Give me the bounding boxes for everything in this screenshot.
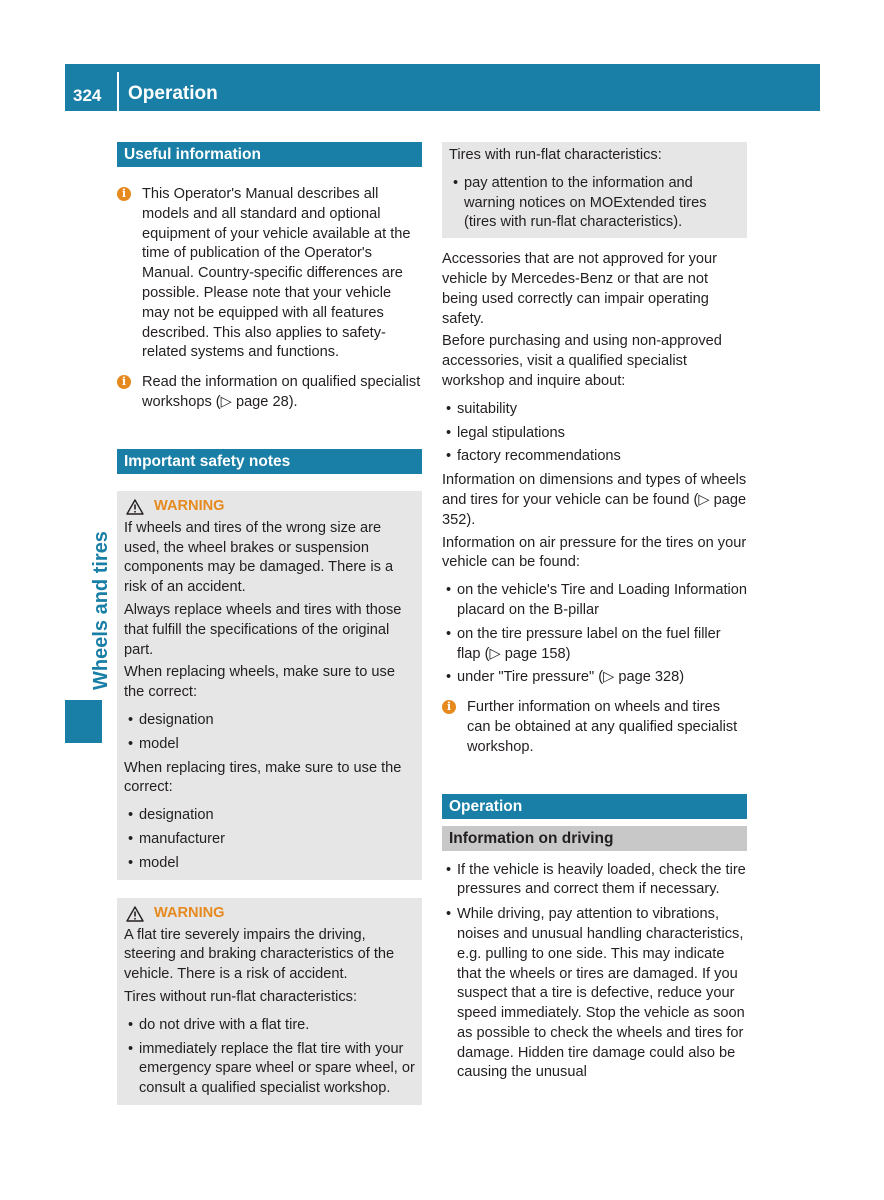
warning-triangle-icon (126, 906, 144, 922)
info-note-text: This Operator's Manual describes all models and all standard and optional equipment of your vehicle available at the time of publication of the Operator's Manual. Country-specific differences are possible. Please note that your vehicle may not be equipped with all features described. This also applies to safety-related systems and functions. (142, 186, 411, 361)
run-flat-box (442, 142, 747, 238)
warning-text: When replacing wheels, make sure to use the correct: (124, 664, 395, 701)
info-note-text: Further information on wheels and tires can be obtained at any qualified specialist workshop. (467, 699, 738, 755)
list-item: • manufacturer (124, 830, 415, 850)
info-note-text: Read the information on qualified specialist workshops (▷ page 28). (142, 374, 421, 410)
list-item: • model (124, 735, 415, 755)
list-item: • If the vehicle is heavily loaded, check the tire pressures and correct them if necessary. (442, 861, 747, 901)
side-tab-marker (65, 700, 102, 743)
warning-text: If wheels and tires of the wrong size are used, the wheel brakes or suspension components may be damaged. There is a risk of an accident. (124, 519, 394, 596)
list-item: • factory recommendations (442, 447, 747, 467)
header-divider (117, 72, 119, 111)
list-item: • suitability (442, 400, 747, 420)
section-heading-operation: Operation (442, 794, 747, 819)
list-item: • legal stipulations (442, 424, 747, 444)
subsection-heading-information-on-driving: Information on driving (442, 826, 747, 851)
info-note (117, 373, 422, 413)
side-tab-label: Wheels and tires (90, 531, 112, 690)
warning-box (117, 491, 422, 880)
warning-header (124, 902, 415, 926)
box-text: Tires with run-flat characteristics: (449, 147, 662, 163)
warning-text: When replacing tires, make sure to use the correct: (124, 759, 402, 796)
body-paragraph: Accessories that are not approved for your vehicle by Mercedes-Benz or that are not being used correctly can impair operating safety. (442, 251, 717, 327)
list-item: • While driving, pay attention to vibrations, noises and unusual handling characteristics, e.g. pulling to one side. This may indicate that the wheels or tires are damaged. If you suspect that a tire is defective, reduce your speed immediately. Stop the vehicle as soon as possible to check the wheels and tires for damage. Hidden tire damage could also be causing the unusual (442, 905, 747, 1083)
body-paragraph: Before purchasing and using non-approved accessories, visit a qualified specialist workshop and inquire about: (442, 333, 722, 389)
warning-text: Always replace wheels and tires with those that fulfill the specifications of the original part. (124, 601, 402, 658)
list-item: • pay attention to the information and warning notices on MOExtended tires (tires with run-flat characteristics). (449, 174, 740, 233)
warning-triangle-icon (126, 499, 144, 515)
list-item: • designation (124, 806, 415, 826)
section-heading-useful-information: Useful information (117, 142, 422, 167)
info-note (442, 698, 747, 757)
info-icon: i (117, 187, 131, 201)
section-heading-important-safety-notes: Important safety notes (117, 449, 422, 474)
info-icon: i (117, 375, 131, 389)
list-item: • on the tire pressure label on the fuel filler flap (▷ page 158) (442, 625, 747, 665)
page-title: Operation (128, 83, 218, 104)
warning-box (117, 898, 422, 1105)
warning-text: A flat tire severely impairs the driving, steering and braking characteristics of the vehicle. There is a risk of accident. (124, 926, 395, 983)
right-column (442, 142, 747, 1083)
info-note (117, 185, 422, 363)
list-item: • under "Tire pressure" (▷ page 328) (442, 668, 747, 688)
info-icon: i (442, 700, 456, 714)
list-item: • on the vehicle's Tire and Loading Information placard on the B-pillar (442, 581, 747, 621)
warning-label: WARNING (154, 497, 225, 514)
warning-text: Tires without run-flat characteristics: (124, 988, 358, 1005)
list-item: • designation (124, 711, 415, 731)
list-item: • model (124, 854, 415, 874)
body-paragraph: Information on dimensions and types of wheels and tires for your vehicle can be found (▷ page 352). (442, 472, 747, 528)
left-column (117, 142, 422, 1105)
warning-label: WARNING (154, 904, 225, 921)
list-item: • do not drive with a flat tire. (124, 1016, 415, 1036)
page-header (65, 64, 820, 111)
body-paragraph: Information on air pressure for the tires on your vehicle can be found: (442, 534, 747, 571)
list-item: • immediately replace the flat tire with your emergency spare wheel or spare wheel, or consult a qualified specialist workshop. (124, 1040, 415, 1099)
warning-header (124, 495, 415, 519)
page-number: 324 (73, 86, 102, 105)
